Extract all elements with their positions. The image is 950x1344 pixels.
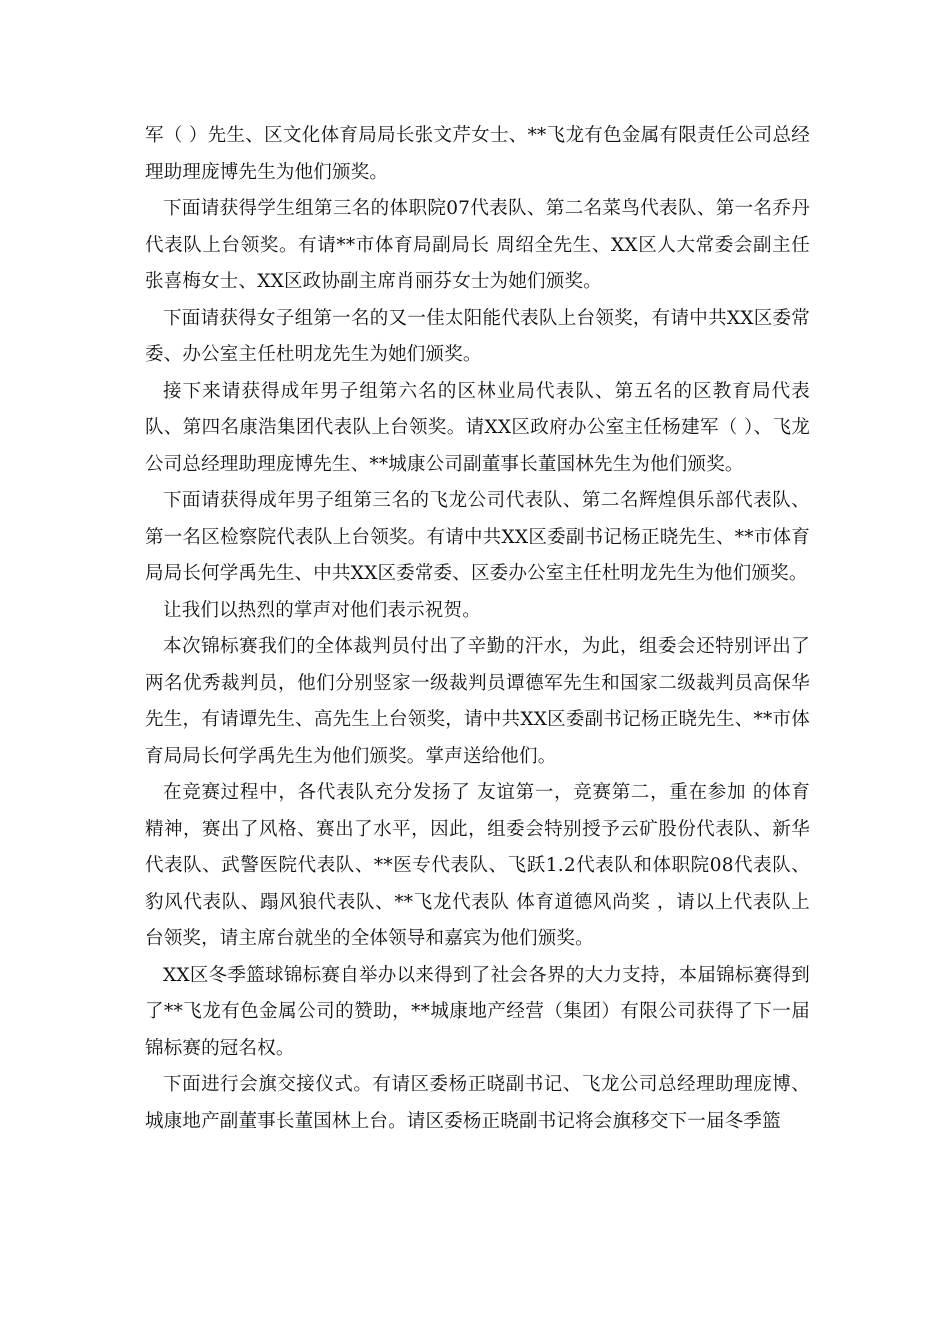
paragraph-8: 在竞赛过程中，各代表队充分发扬了 友谊第一，竞赛第二，重在参加 的体育精神，赛出了风格、赛出了水平，因此，组委会特别授予云矿股份代表队、新华代表队、武警医院代表队、**医专代表队、飞跃1.2代表队和体职院08代表队、豹风代表队、蹋风狼代表队、**飞龙代表队 体育道德风尚奖 ，请以上代表队上台领奖，请主席台就坐的全体领导和嘉宾为他们颁奖。 [145,782,810,949]
paragraph-6: 让我们以热烈的掌声对他们表示祝贺。 [163,599,481,621]
paragraph-1: 军（ ）先生、区文化体育局局长张文芹女士、**飞龙有色金属有限责任公司总经理助理庞博先生为他们颁奖。 [145,125,810,183]
paragraph-7: 本次锦标赛我们的全体裁判员付出了辛勤的汗水，为此，组委会还特别评出了两名优秀裁判员，他们分别竖家一级裁判员谭德军先生和国家二级裁判员高保华先生，有请谭先生、高先生上台领奖，请中共XX区委副书记杨正晓先生、**市体育局局长何学禹先生为他们颁奖。掌声送给他们。 [145,636,810,767]
paragraph-9: XX区冬季篮球锦标赛自举办以来得到了社会各界的大力支持，本届锦标赛得到了**飞龙有色金属公司的赞助，**城康地产经营（集团）有限公司获得了下一届锦标赛的冠名权。 [145,964,810,1059]
paragraph-5: 下面请获得成年男子组第三名的飞龙公司代表队、第二名辉煌俱乐部代表队、第一名区检察院代表队上台领奖。有请中共XX区委副书记杨正晓先生、**市体育局局长何学禹先生、中共XX区委常委、区委办公室主任杜明龙先生为他们颁奖。 [145,490,810,584]
document-body [145,118,810,1140]
paragraph-10: 下面进行会旗交接仪式。有请区委杨正晓副书记、飞龙公司总经理助理庞博、城康地产副董事长董国林上台。请区委杨正晓副书记将会旗移交下一届冬季篮 [145,1074,810,1132]
paragraph-4: 接下来请获得成年男子组第六名的区林业局代表队、第五名的区教育局代表队、第四名康浩集团代表队上台领奖。请XX区政府办公室主任杨建军（ ）、飞龙公司总经理助理庞博先生、**城康公司副董事长董国林先生为他们颁奖。 [145,380,810,475]
paragraph-2: 下面请获得学生组第三名的体职院07代表队、第二名菜鸟代表队、第一名乔丹代表队上台领奖。有请**市体育局副局长 周绍全先生、XX区人大常委会副主任张喜梅女士、XX区政协副主席肖丽芬女士为她们颁奖。 [145,198,810,292]
paragraph-3: 下面请获得女子组第一名的又一佳太阳能代表队上台领奖，有请中共XX区委常委、办公室主任杜明龙先生为她们颁奖。 [145,307,810,365]
